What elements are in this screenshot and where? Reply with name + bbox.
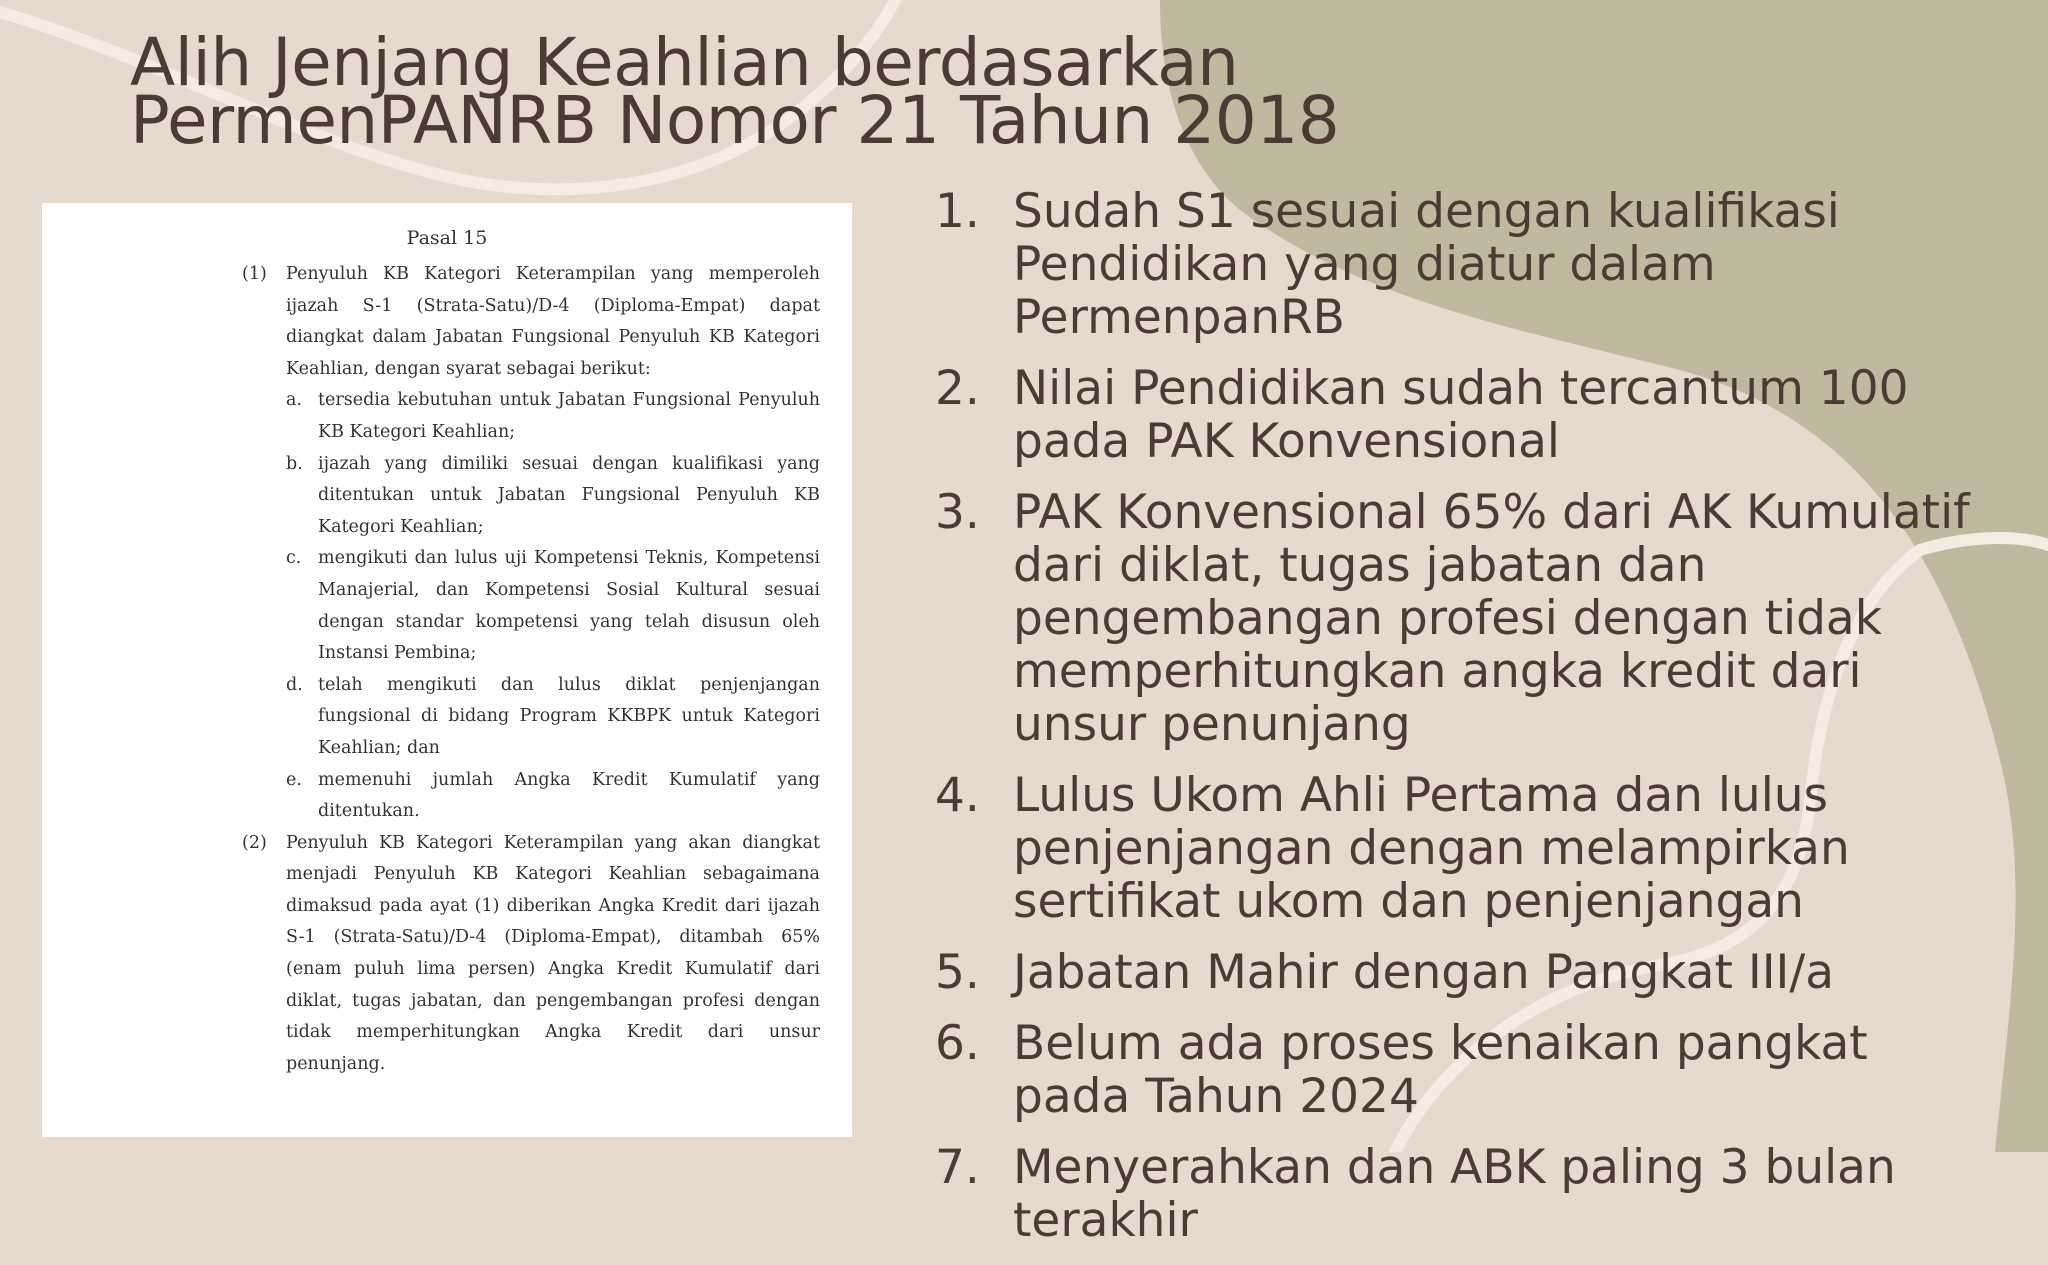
condition-text: memenuhi jumlah Angka Kredit Kumulatif yang ditentukan.	[318, 769, 820, 822]
paragraph-text: Penyuluh KB Kategori Keterampilan yang akan diangkat menjadi Penyuluh KB Kategori Keahlian sebagaimana dimaksud pada ayat (1) diberikan Angka Kredit dari ijazah S-1 (Strata-Satu)/D-4 (Diploma-Empat), ditambah 65% (enam puluh lima persen) Angka Kredit Kumulatif dari diklat, tugas jabatan, dan pengembangan profesi dengan tidak memperhitungkan Angka Kredit dari unsur penunjang.	[286, 832, 820, 1074]
requirement-number: 4.	[935, 768, 980, 823]
article-heading: Pasal 15	[406, 227, 488, 249]
requirement-text: Belum ada proses kenaikan pangkat pada Tahun 2024	[1013, 1016, 1868, 1124]
condition-text: telah mengikuti dan lulus diklat penjenjangan fungsional di bidang Program KKBPK untuk Kategori Keahlian; dan	[318, 674, 820, 758]
requirement-text: Jabatan Mahir dengan Pangkat III/a	[1013, 945, 1835, 1000]
requirement-item	[935, 486, 1995, 751]
condition-item	[286, 385, 820, 448]
slide-title-line: PermenPANRB Nomor 21 Tahun 2018	[130, 82, 1340, 159]
condition-letter: c.	[286, 548, 302, 569]
condition-letter: b.	[286, 453, 303, 474]
condition-letter: a.	[286, 390, 302, 411]
requirement-text: Nilai Pendidikan sudah tercantum 100 pada PAK Konvensional	[1013, 361, 1909, 469]
requirement-number: 7.	[935, 1140, 980, 1195]
paragraph-text: Penyuluh KB Kategori Keterampilan yang memperoleh ijazah S-1 (Strata-Satu)/D-4 (Diploma-Empat) dapat diangkat dalam Jabatan Fungsional Penyuluh KB Kategori Keahlian, dengan syarat sebagai berikut:	[286, 264, 820, 379]
condition-text: ijazah yang dimiliki sesuai dengan kualifikasi yang ditentukan untuk Jabatan Fungsional Penyuluh KB Kategori Keahlian;	[318, 453, 820, 537]
condition-letter: d.	[286, 674, 303, 695]
condition-letter: e.	[286, 769, 302, 790]
requirement-item	[935, 185, 1995, 344]
requirement-text: PAK Konvensional 65% dari AK Kumulatif dari diklat, tugas jabatan dan pengembangan profesi dengan tidak memperhitungkan angka kredit dari unsur penunjang	[1013, 485, 1970, 752]
requirement-item	[935, 946, 1995, 999]
condition-text: mengikuti dan lulus uji Kompetensi Teknis, Kompetensi Manajerial, dan Kompetensi Sosial Kultural sesuai dengan standar kompetensi yang telah disusun oleh Instansi Pembina;	[318, 548, 820, 664]
requirement-number: 6.	[935, 1016, 980, 1071]
condition-item	[286, 449, 820, 544]
requirement-number: 5.	[935, 945, 980, 1000]
paragraph-content	[286, 259, 820, 828]
requirement-item	[935, 1017, 1995, 1123]
paragraph-number: (1)	[242, 264, 267, 284]
requirement-text: Sudah S1 sesuai dengan kualifikasi Pendidikan yang diatur dalam PermenpanRB	[1013, 184, 1840, 345]
requirement-item	[935, 769, 1995, 928]
requirement-item	[935, 1141, 1995, 1247]
requirement-number: 3.	[935, 485, 980, 540]
condition-item	[286, 670, 820, 765]
requirement-text: Menyerahkan dan ABK paling 3 bulan terakhir	[1013, 1140, 1896, 1248]
condition-item	[286, 543, 820, 669]
article-body	[242, 259, 820, 1080]
requirement-number: 1.	[935, 184, 980, 239]
requirement-number: 2.	[935, 361, 980, 416]
slide-title	[130, 24, 1340, 159]
requirement-text: Lulus Ukom Ahli Pertama dan lulus penjenjangan dengan melampirkan sertifikat ukom dan penjenjangan	[1013, 768, 1850, 929]
paragraph-1	[242, 259, 820, 828]
slide-title-line: Alih Jenjang Keahlian berdasarkan	[130, 24, 1239, 101]
requirement-item	[935, 362, 1995, 468]
regulation-document-excerpt	[42, 203, 852, 1137]
requirements-list	[935, 185, 1995, 1265]
paragraph-2	[242, 828, 820, 1081]
condition-text: tersedia kebutuhan untuk Jabatan Fungsional Penyuluh KB Kategori Keahlian;	[318, 390, 820, 442]
condition-item	[286, 765, 820, 828]
paragraph-number: (2)	[242, 832, 267, 853]
